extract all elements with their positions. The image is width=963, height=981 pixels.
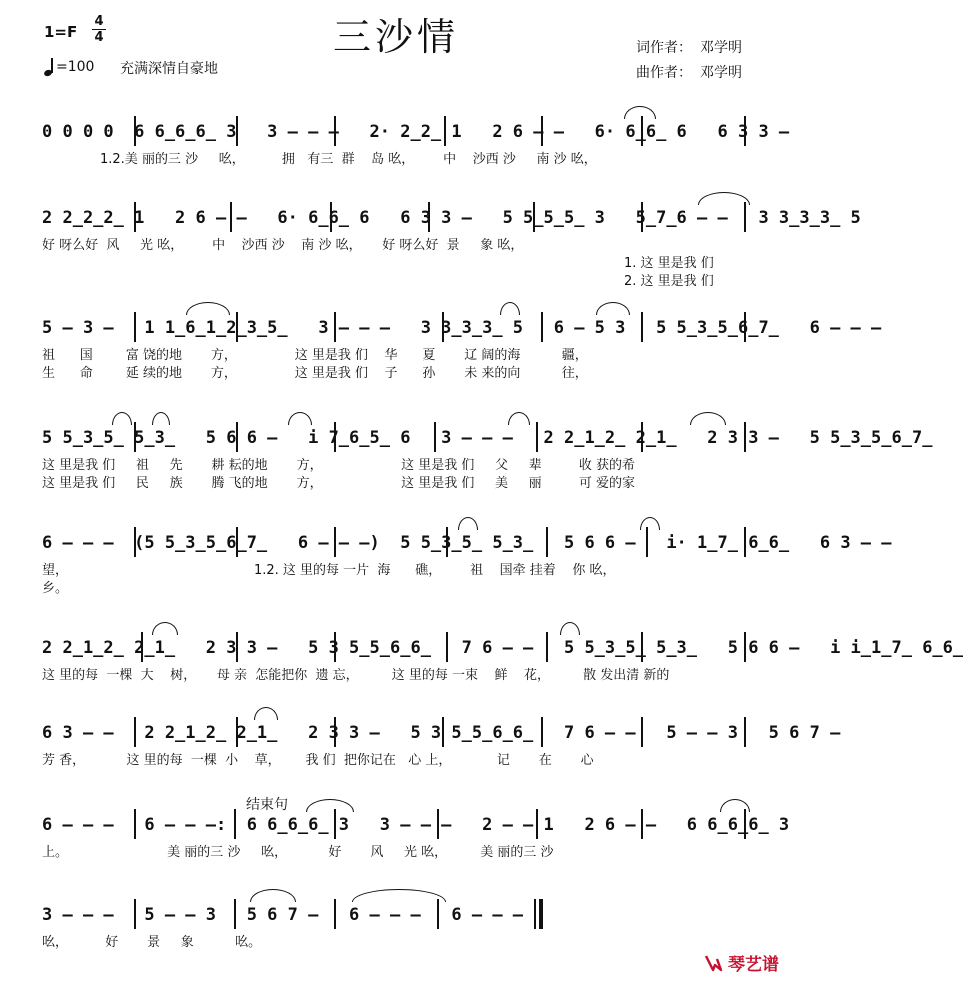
final-barline-thin (534, 899, 536, 929)
lyric-line: 吆， 好 景 象 吆。 (42, 935, 262, 950)
slur (250, 889, 296, 902)
notation-line: 6 – – – 6 – – –: 6 6̲6̲6̲ 3 3 – – – 2 – – 1 2 6 – – 6 6̲6̲6̲ 3 (42, 815, 790, 835)
slur (624, 106, 656, 119)
lyric-line: 上。 美 丽的三 沙 吆， 好 风 光 吆， 美 丽的三 沙 (42, 845, 554, 860)
watermark-logo (704, 950, 779, 975)
lyric-line: 2. 这 里是我 们 (624, 274, 714, 289)
slur (500, 302, 520, 315)
lyricist-credit (636, 36, 742, 61)
tempo-value: =100 (56, 59, 95, 75)
watermark-text: 琴艺谱 (728, 955, 779, 975)
lyric-line: 生 命 延 续的地 方， 这 里是我 们 子 孙 未 来的向 往， (42, 366, 588, 381)
slur (508, 412, 530, 425)
ending-phrase-marker: 结束句 (246, 797, 288, 813)
expression-marking: 充满深情自豪地 (120, 61, 218, 77)
time-signature-bottom: 4 (94, 30, 104, 45)
lyricist-name: 邓学明 (700, 40, 742, 56)
lyric-line: 芳 香， 这 里的每 一棵 小 草， 我 们 把你记在 心 上， 记 在 心 (42, 753, 594, 768)
notation-line: 5 5̲3̲5̲ 5̲3̲ 5 6 6 – i 7̲6̲5̲ 6 3 – – – 2 2̲1̲2̲ 2̲1̲ 2 3 3 – 5 5̲3̲5̲6̲7̲ (42, 428, 933, 448)
composer-label: 曲作者： (636, 65, 692, 81)
slur (596, 302, 630, 315)
barline (539, 899, 543, 929)
time-signature-top: 4 (94, 14, 104, 29)
slur (254, 707, 278, 720)
notation-line: 2 2̲2̲2̲ 1 2 6 – – 6· 6̲6̲ 6 6 3 3 – 5 5̲5̲5̲ 3 5̲7̲6 – – 3 3̲3̲3̲ 5 (42, 208, 861, 228)
lyric-line: 1. 这 里是我 们 (624, 256, 714, 271)
lyric-line: 这 里的每 一棵 大 树， 母 亲 怎能把你 遗 忘， 这 里的每 一束 鲜 花， 散 发出清 新的 (42, 668, 670, 683)
composer-name: 邓学明 (700, 65, 742, 81)
lyric-line: 这 里是我 们 祖 先 耕 耘的地 方， 这 里是我 们 父 辈 收 获的希 (42, 458, 635, 473)
lyric-line: 祖 国 富 饶的地 方， 这 里是我 们 华 夏 辽 阔的海 疆， (42, 348, 588, 363)
composer-credit (636, 61, 742, 86)
slur (698, 192, 750, 205)
notation-line: 0 0 0 0 6 6̲6̲6̲ 3 3 – – – 2· 2̲2̲ 1 2 6 – – 6· 6̲6̲ 6 6 3 3 – (42, 122, 790, 142)
slur (288, 412, 312, 425)
slur (640, 517, 660, 530)
slur (690, 412, 726, 425)
credits (636, 36, 742, 86)
slur (186, 302, 230, 315)
key-signature: 1=F (44, 23, 78, 41)
notation-line: 6 – – – (5 5̲3̲5̲6̲7̲ 6 – – –) 5 5̲3̲5̲ 5̲3̲ 5 6 6 – i· 1̲7̲ 6̲6̲ 6 3 – – (42, 533, 892, 553)
tempo-marking (44, 58, 94, 76)
song-title: 三沙情 (332, 15, 459, 59)
slur (306, 799, 354, 812)
quarter-note-icon (44, 58, 54, 76)
notation-line: 2 2̲1̲2̲ 2̲1̲ 2 3 3 – 5 3 5̲5̲6̲6̲ 7 6 – – 5 5̲3̲5̲ 5̲3̲ 5 6 6 – i i̲1̲7̲ 6̲6̲ (42, 638, 963, 658)
slur (560, 622, 580, 635)
lyric-line: 乡。 (42, 581, 69, 596)
slur (720, 799, 750, 812)
time-signature (92, 14, 106, 45)
slur (458, 517, 478, 530)
lyricist-label: 词作者： (636, 40, 692, 56)
lyric-line: 1.2.美 丽的三 沙 吆， 拥 有三 群 岛 吆， 中 沙西 沙 南 沙 吆， (100, 152, 597, 167)
logo-icon (704, 953, 724, 973)
notation-line: 5 – 3 – 1 1̲6̲1̲2̲3̲5̲ 3 – – – 3 3̲3̲3̲ 5 6 – 5 3 5 5̲3̲5̲6̲7̲ 6 – – – (42, 318, 882, 338)
slur (152, 622, 178, 635)
slur (352, 889, 446, 902)
lyric-line: 这 里是我 们 民 族 腾 飞的地 方， 这 里是我 们 美 丽 可 爱的家 (42, 476, 635, 491)
notation-line: 3 – – – 5 – – 3 5 6 7 – 6 – – – 6 – – – (42, 905, 524, 925)
notation-line: 6 3 – – 2 2̲1̲2̲ 2̲1̲ 2 3 3 – 5 3 5̲5̲6̲6̲ 7 6 – – 5 – – 3 5 6 7 – (42, 723, 841, 743)
slur (112, 412, 132, 425)
lyric-line: 好 呀么好 风 光 吆， 中 沙西 沙 南 沙 吆， 好 呀么好 景 象 吆， (42, 238, 524, 253)
slur (152, 412, 170, 425)
lyric-line: 望， 1.2. 这 里的每 一片 海 礁， 祖 国牵 挂着 你 吆， (42, 563, 616, 578)
